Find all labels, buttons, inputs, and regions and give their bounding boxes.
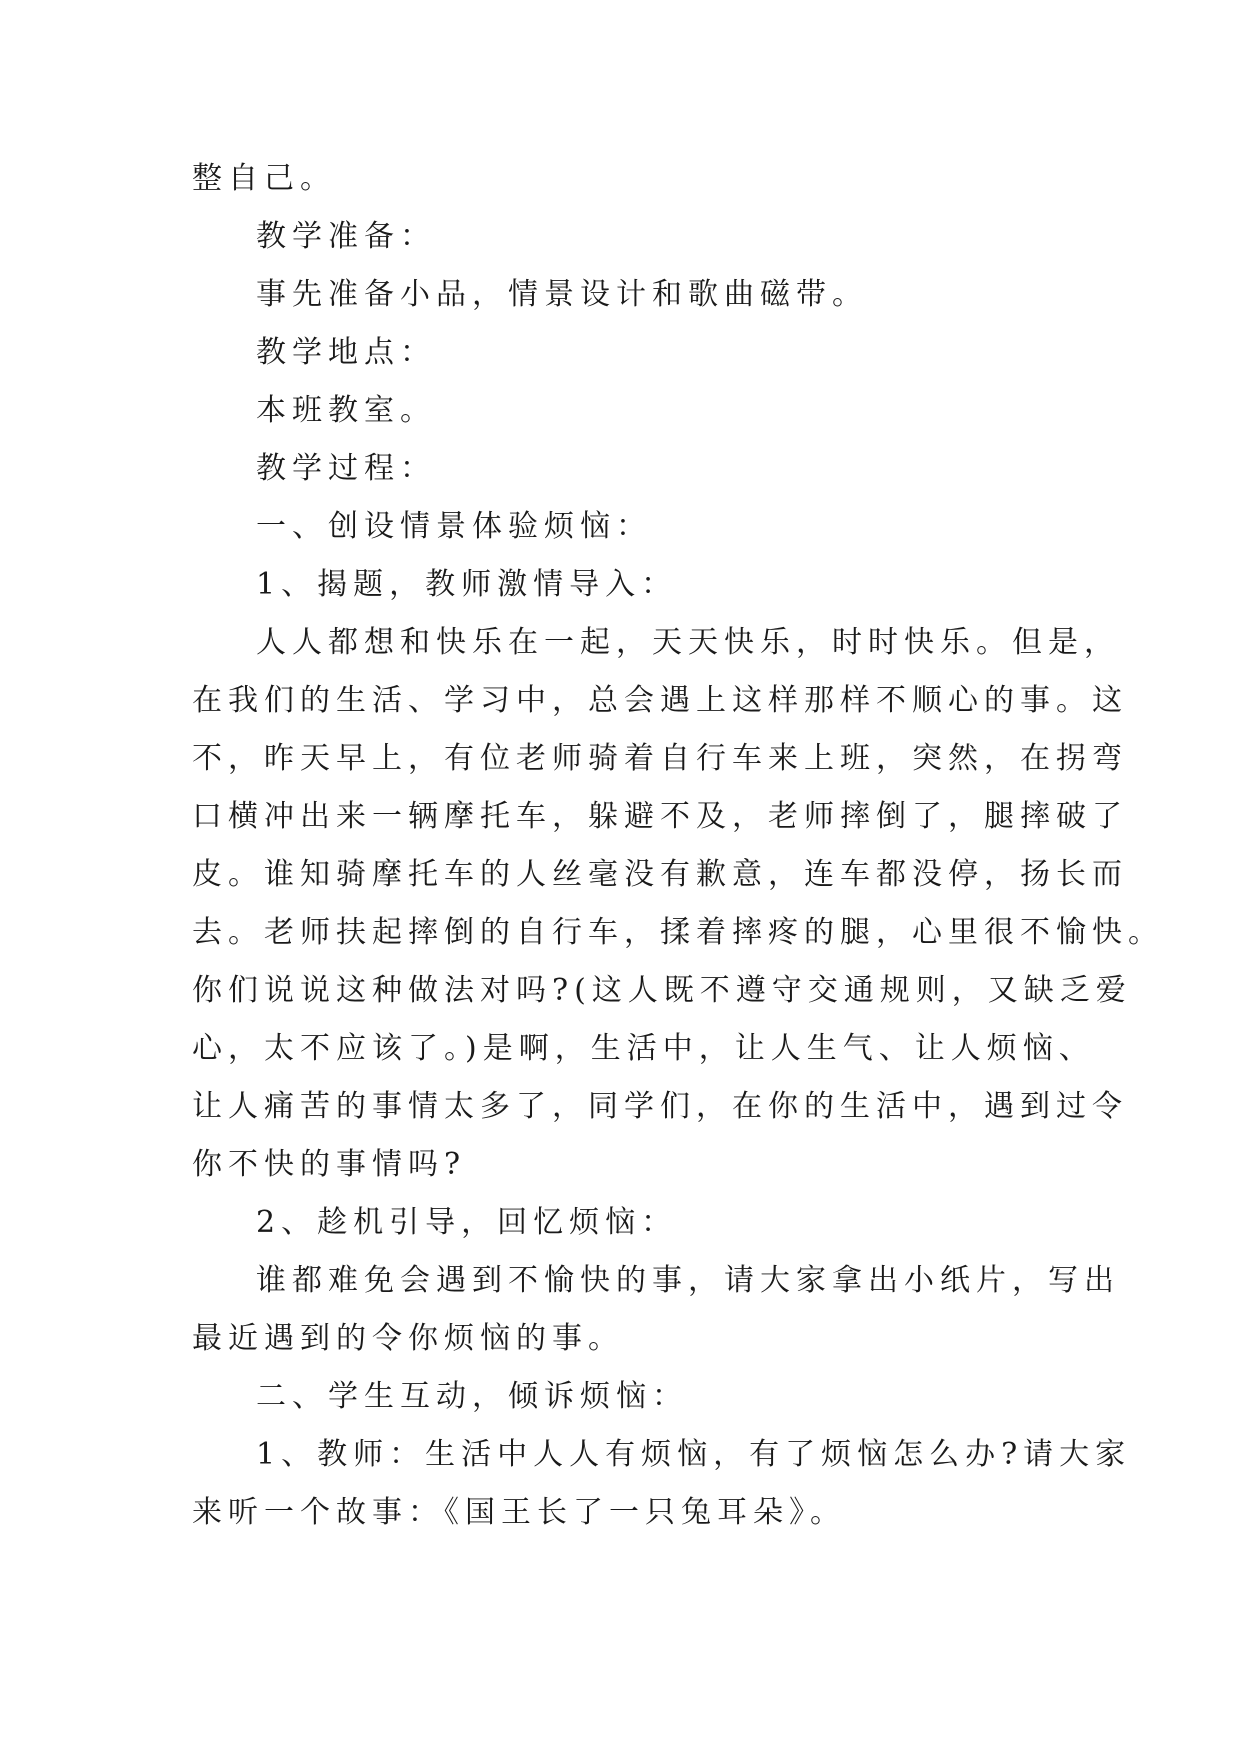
- paragraph-line: 你们说说这种做法对吗?(这人既不遵守交通规则，又缺乏爱: [192, 973, 1132, 1008]
- paragraph-line: 你不快的事情吗?: [192, 1147, 467, 1182]
- document-page: [192, 150, 1164, 1542]
- section-heading: 教学过程：: [256, 451, 436, 486]
- section-heading: 二、学生互动，倾诉烦恼：: [256, 1379, 688, 1414]
- paragraph-line: 不，昨天早上，有位老师骑着自行车来上班，突然，在拐弯: [192, 741, 1128, 776]
- paragraph-line: 心，太不应该了。)是啊，生活中，让人生气、让人烦恼、: [192, 1031, 1095, 1066]
- paragraph-line: 最近遇到的令你烦恼的事。: [192, 1321, 624, 1356]
- section-heading: 一、创设情景体验烦恼：: [256, 509, 652, 544]
- paragraph-line: 整自己。: [192, 161, 336, 196]
- paragraph-line: 本班教室。: [256, 393, 436, 428]
- subsection-heading: 2、趁机引导，回忆烦恼：: [256, 1205, 678, 1240]
- paragraph-line: 去。老师扶起摔倒的自行车，揉着摔疼的腿，心里很不愉快。: [192, 915, 1164, 950]
- paragraph-line: 皮。谁知骑摩托车的人丝毫没有歉意，连车都没停，扬长而: [192, 857, 1128, 892]
- paragraph-line: 在我们的生活、学习中，总会遇上这样那样不顺心的事。这: [192, 683, 1128, 718]
- subsection-heading: 1、教师：生活中人人有烦恼，有了烦恼怎么办?请大家: [256, 1437, 1132, 1472]
- paragraph-line: 让人痛苦的事情太多了，同学们，在你的生活中，遇到过令: [192, 1089, 1128, 1124]
- paragraph-line: 谁都难免会遇到不愉快的事，请大家拿出小纸片，写出: [256, 1263, 1120, 1298]
- paragraph-line: 事先准备小品，情景设计和歌曲磁带。: [256, 277, 868, 312]
- paragraph-line: 来听一个故事：《国王长了一只兔耳朵》。: [192, 1495, 846, 1530]
- paragraph-line: 口横冲出来一辆摩托车，躲避不及，老师摔倒了，腿摔破了: [192, 799, 1128, 834]
- section-heading: 教学准备：: [256, 219, 436, 254]
- subsection-heading: 1、揭题，教师激情导入：: [256, 567, 678, 602]
- paragraph-line: 人人都想和快乐在一起，天天快乐，时时快乐。但是，: [256, 625, 1120, 660]
- section-heading: 教学地点：: [256, 335, 436, 370]
